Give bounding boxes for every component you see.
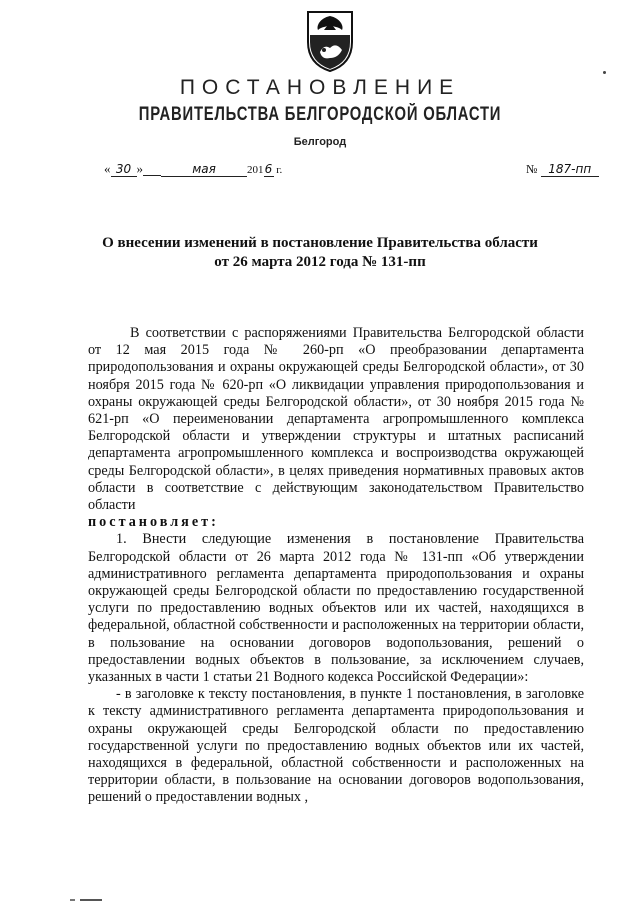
date-year-end: г. bbox=[273, 164, 283, 176]
item-1-paragraph: 1. Внести следующие изменения в постановление Правительства Белгородской области от 26 марта 2012 года № 131-пп «Об утверждении административного регламента департамента природопользования и охраны окружающей среды Белгородской области по предоставлению государственной услуги по предоставлению водных объектов или их частей, находящихся в федеральной, областной собственности и расположенных на территории области, в пользование на основании договоров водопользования, решений о предоставлении водных объектов в пользование, за исключением случаев, указанных в части 1 статьи 21 Водного кодекса Российской Федерации»: bbox=[88, 531, 584, 686]
city-label: Белгород bbox=[293, 136, 347, 148]
number-value: 187-пп bbox=[541, 163, 599, 177]
date-close-quote: » bbox=[136, 161, 143, 176]
document-date bbox=[104, 161, 282, 177]
resolves-label: постановляет: bbox=[88, 514, 219, 531]
date-day: 30 bbox=[111, 163, 137, 177]
scan-dot bbox=[603, 71, 606, 74]
date-open-quote: « bbox=[104, 161, 111, 176]
number-label: № bbox=[526, 162, 538, 176]
date-year-prefix: 201 bbox=[247, 164, 264, 176]
coat-of-arms-icon bbox=[302, 8, 358, 74]
heading-line-2: от 26 марта 2012 года № 131-пп bbox=[214, 254, 426, 270]
intro-paragraph: В соответствии с распоряжениями Правительства Белгородской области от 12 мая 2015 года № 260-рп «О преобразовании департамента природопользования и охраны окружающей среды Белгородской области», от 30 ноября 2015 года № 620-рп «О ликвидации управления природопользования и охраны окружающей среды Белгородской области», от 30 ноября 2015 года № 621-рп «О переименовании департамента агропромышленного комплекса Белгородской области и утверждении структуры и штатных расписаний департамента агропромышленного комплекса и воспроизводства окружающей среды Белгородской области», в целях приведения нормативных правовых актов области в соответствие с действующим законодательством Правительство области bbox=[88, 325, 584, 514]
date-month: мая bbox=[161, 163, 247, 177]
document-subtitle: ПРАВИТЕЛЬСТВА БЕЛГОРОДСКОЙ ОБЛАСТИ bbox=[138, 104, 502, 125]
document-title: ПОСТАНОВЛЕНИЕ bbox=[179, 76, 461, 99]
date-year-suffix: 6 bbox=[264, 162, 273, 176]
item-1-sub-paragraph: - в заголовке к тексту постановления, в пункте 1 постановления, в заголовке к тексту административного регламента департамента природопользования и охраны окружающей среды Белгородской области по предоставлению государственной услуги по предоставлению водных объектов или их частей, находящихся в федеральной, областной собственности и расположенных на территории области, в пользование на основании договоров водопользования, решений о предоставлении водных , bbox=[88, 686, 584, 806]
document-heading bbox=[0, 234, 640, 272]
scan-artifact bbox=[70, 899, 75, 901]
document-number bbox=[526, 161, 599, 177]
scan-artifact bbox=[80, 899, 102, 901]
document-body bbox=[88, 325, 584, 807]
heading-line-1: О внесении изменений в постановление Правительства области bbox=[102, 235, 538, 251]
